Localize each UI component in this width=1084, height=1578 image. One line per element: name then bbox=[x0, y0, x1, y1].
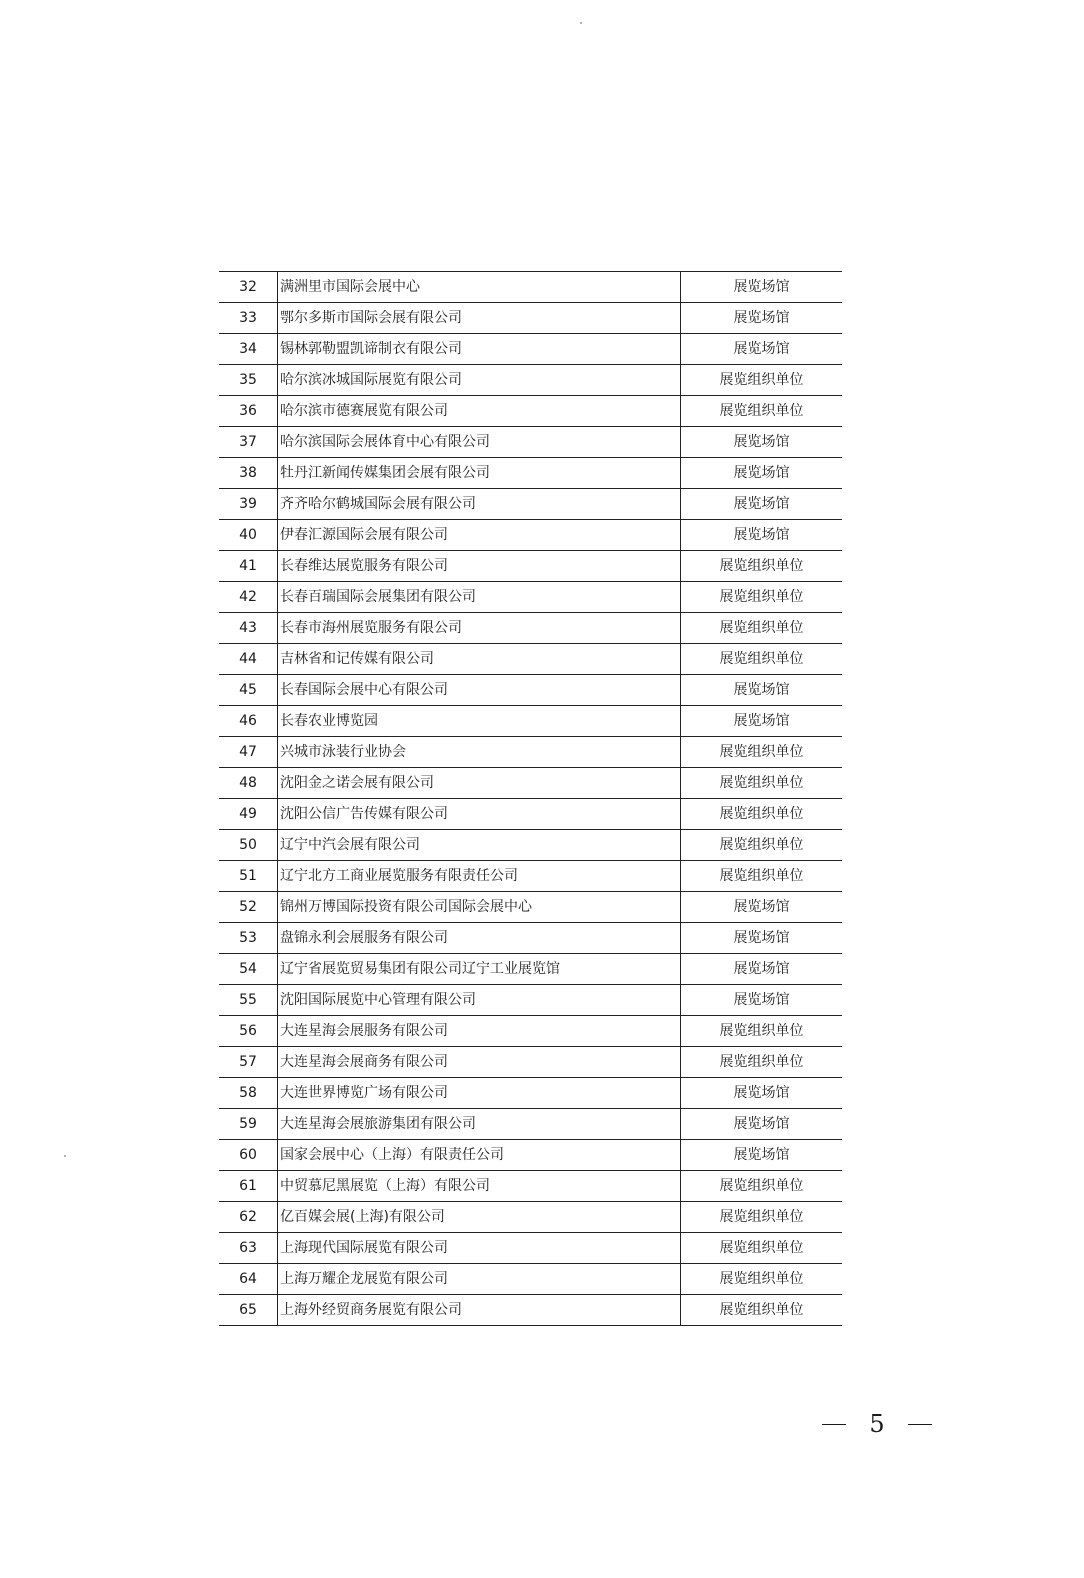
organization-type: 展览组织单位 bbox=[681, 1264, 843, 1295]
organization-type: 展览场馆 bbox=[681, 334, 843, 365]
organization-name: 上海万耀企龙展览有限公司 bbox=[278, 1264, 681, 1295]
table-row bbox=[219, 799, 842, 830]
organization-type: 展览组织单位 bbox=[681, 1171, 843, 1202]
organization-type: 展览场馆 bbox=[681, 985, 843, 1016]
row-number: 50 bbox=[219, 830, 278, 861]
organization-name: 中贸慕尼黑展览（上海）有限公司 bbox=[278, 1171, 681, 1202]
row-number: 34 bbox=[219, 334, 278, 365]
row-number: 48 bbox=[219, 768, 278, 799]
table-row bbox=[219, 675, 842, 706]
organization-type: 展览组织单位 bbox=[681, 396, 843, 427]
table-row bbox=[219, 520, 842, 551]
organization-name: 上海现代国际展览有限公司 bbox=[278, 1233, 681, 1264]
organization-name: 沈阳国际展览中心管理有限公司 bbox=[278, 985, 681, 1016]
organization-name: 长春国际会展中心有限公司 bbox=[278, 675, 681, 706]
organization-type: 展览组织单位 bbox=[681, 1016, 843, 1047]
organization-name: 大连星海会展服务有限公司 bbox=[278, 1016, 681, 1047]
organization-type: 展览组织单位 bbox=[681, 1233, 843, 1264]
organization-name: 长春维达展览服务有限公司 bbox=[278, 551, 681, 582]
table-row bbox=[219, 892, 842, 923]
row-number: 59 bbox=[219, 1109, 278, 1140]
organization-type: 展览场馆 bbox=[681, 427, 843, 458]
organization-type: 展览组织单位 bbox=[681, 1202, 843, 1233]
organization-type: 展览组织单位 bbox=[681, 365, 843, 396]
organization-type: 展览组织单位 bbox=[681, 861, 843, 892]
organization-type: 展览场馆 bbox=[681, 458, 843, 489]
row-number: 44 bbox=[219, 644, 278, 675]
page-footer bbox=[822, 1406, 932, 1442]
table-row bbox=[219, 582, 842, 613]
organization-name: 哈尔滨市德赛展览有限公司 bbox=[278, 396, 681, 427]
table-row bbox=[219, 1202, 842, 1233]
row-number: 58 bbox=[219, 1078, 278, 1109]
organization-type: 展览组织单位 bbox=[681, 799, 843, 830]
scan-speck bbox=[64, 1155, 66, 1157]
table-row bbox=[219, 365, 842, 396]
scan-speck bbox=[580, 22, 582, 24]
table-row bbox=[219, 1109, 842, 1140]
organization-type: 展览场馆 bbox=[681, 272, 843, 303]
row-number: 54 bbox=[219, 954, 278, 985]
organization-name: 伊春汇源国际会展有限公司 bbox=[278, 520, 681, 551]
table-row bbox=[219, 396, 842, 427]
organization-type: 展览组织单位 bbox=[681, 1047, 843, 1078]
organization-name: 大连世界博览广场有限公司 bbox=[278, 1078, 681, 1109]
organization-type: 展览场馆 bbox=[681, 303, 843, 334]
table-row bbox=[219, 1171, 842, 1202]
organization-table bbox=[219, 271, 842, 1326]
table-row bbox=[219, 706, 842, 737]
organization-type: 展览场馆 bbox=[681, 706, 843, 737]
row-number: 33 bbox=[219, 303, 278, 334]
organization-name: 哈尔滨国际会展体育中心有限公司 bbox=[278, 427, 681, 458]
organization-name: 大连星海会展商务有限公司 bbox=[278, 1047, 681, 1078]
row-number: 64 bbox=[219, 1264, 278, 1295]
organization-type: 展览组织单位 bbox=[681, 830, 843, 861]
organization-type: 展览场馆 bbox=[681, 892, 843, 923]
row-number: 61 bbox=[219, 1171, 278, 1202]
organization-name: 长春市海州展览服务有限公司 bbox=[278, 613, 681, 644]
row-number: 56 bbox=[219, 1016, 278, 1047]
organization-type: 展览场馆 bbox=[681, 1078, 843, 1109]
organization-name: 辽宁中汽会展有限公司 bbox=[278, 830, 681, 861]
organization-type: 展览场馆 bbox=[681, 1140, 843, 1171]
row-number: 40 bbox=[219, 520, 278, 551]
row-number: 52 bbox=[219, 892, 278, 923]
organization-name: 锦州万博国际投资有限公司国际会展中心 bbox=[278, 892, 681, 923]
organization-name: 亿百媒会展(上海)有限公司 bbox=[278, 1202, 681, 1233]
organization-name: 长春百瑞国际会展集团有限公司 bbox=[278, 582, 681, 613]
table-row bbox=[219, 985, 842, 1016]
table-row bbox=[219, 551, 842, 582]
row-number: 35 bbox=[219, 365, 278, 396]
row-number: 46 bbox=[219, 706, 278, 737]
organization-type: 展览组织单位 bbox=[681, 551, 843, 582]
table-row bbox=[219, 303, 842, 334]
organization-type: 展览场馆 bbox=[681, 520, 843, 551]
table-row bbox=[219, 1233, 842, 1264]
organization-name: 大连星海会展旅游集团有限公司 bbox=[278, 1109, 681, 1140]
organization-name: 长春农业博览园 bbox=[278, 706, 681, 737]
organization-type: 展览场馆 bbox=[681, 923, 843, 954]
row-number: 39 bbox=[219, 489, 278, 520]
organization-type: 展览组织单位 bbox=[681, 768, 843, 799]
table-row bbox=[219, 644, 842, 675]
table-row bbox=[219, 427, 842, 458]
table-row bbox=[219, 613, 842, 644]
organization-type: 展览场馆 bbox=[681, 954, 843, 985]
row-number: 42 bbox=[219, 582, 278, 613]
row-number: 43 bbox=[219, 613, 278, 644]
row-number: 53 bbox=[219, 923, 278, 954]
row-number: 63 bbox=[219, 1233, 278, 1264]
row-number: 36 bbox=[219, 396, 278, 427]
organization-type: 展览场馆 bbox=[681, 675, 843, 706]
organization-type: 展览场馆 bbox=[681, 489, 843, 520]
row-number: 60 bbox=[219, 1140, 278, 1171]
row-number: 65 bbox=[219, 1295, 278, 1326]
row-number: 49 bbox=[219, 799, 278, 830]
table-row bbox=[219, 1140, 842, 1171]
organization-type: 展览组织单位 bbox=[681, 582, 843, 613]
table-row bbox=[219, 830, 842, 861]
table-row bbox=[219, 334, 842, 365]
row-number: 62 bbox=[219, 1202, 278, 1233]
table-row bbox=[219, 861, 842, 892]
organization-name: 牡丹江新闻传媒集团会展有限公司 bbox=[278, 458, 681, 489]
row-number: 41 bbox=[219, 551, 278, 582]
table-body bbox=[219, 272, 842, 1326]
row-number: 37 bbox=[219, 427, 278, 458]
organization-name: 辽宁省展览贸易集团有限公司辽宁工业展览馆 bbox=[278, 954, 681, 985]
table-row bbox=[219, 1264, 842, 1295]
organization-type: 展览组织单位 bbox=[681, 613, 843, 644]
page-number: 5 bbox=[869, 1410, 885, 1438]
organization-type: 展览组织单位 bbox=[681, 737, 843, 768]
table-row bbox=[219, 1047, 842, 1078]
organization-name: 沈阳公信广告传媒有限公司 bbox=[278, 799, 681, 830]
table-row bbox=[219, 737, 842, 768]
organization-name: 盘锦永利会展服务有限公司 bbox=[278, 923, 681, 954]
table-row bbox=[219, 1078, 842, 1109]
row-number: 57 bbox=[219, 1047, 278, 1078]
row-number: 38 bbox=[219, 458, 278, 489]
organization-name: 国家会展中心（上海）有限责任公司 bbox=[278, 1140, 681, 1171]
table-row bbox=[219, 272, 842, 303]
table-row bbox=[219, 1016, 842, 1047]
right-dash bbox=[908, 1424, 932, 1425]
organization-name: 满洲里市国际会展中心 bbox=[278, 272, 681, 303]
row-number: 55 bbox=[219, 985, 278, 1016]
organization-name: 吉林省和记传媒有限公司 bbox=[278, 644, 681, 675]
organization-type: 展览场馆 bbox=[681, 1109, 843, 1140]
table-row bbox=[219, 458, 842, 489]
table-row bbox=[219, 923, 842, 954]
row-number: 45 bbox=[219, 675, 278, 706]
table-row bbox=[219, 1295, 842, 1326]
organization-name: 鄂尔多斯市国际会展有限公司 bbox=[278, 303, 681, 334]
table-row bbox=[219, 954, 842, 985]
row-number: 47 bbox=[219, 737, 278, 768]
organization-name: 齐齐哈尔鹤城国际会展有限公司 bbox=[278, 489, 681, 520]
organization-name: 锡林郭勒盟凯谛制衣有限公司 bbox=[278, 334, 681, 365]
left-dash bbox=[822, 1424, 846, 1425]
row-number: 51 bbox=[219, 861, 278, 892]
organization-type: 展览组织单位 bbox=[681, 1295, 843, 1326]
row-number: 32 bbox=[219, 272, 278, 303]
organization-name: 辽宁北方工商业展览服务有限责任公司 bbox=[278, 861, 681, 892]
organization-name: 兴城市泳装行业协会 bbox=[278, 737, 681, 768]
organization-name: 沈阳金之诺会展有限公司 bbox=[278, 768, 681, 799]
table-row bbox=[219, 768, 842, 799]
table-row bbox=[219, 489, 842, 520]
organization-name: 上海外经贸商务展览有限公司 bbox=[278, 1295, 681, 1326]
organization-type: 展览组织单位 bbox=[681, 644, 843, 675]
organization-name: 哈尔滨冰城国际展览有限公司 bbox=[278, 365, 681, 396]
